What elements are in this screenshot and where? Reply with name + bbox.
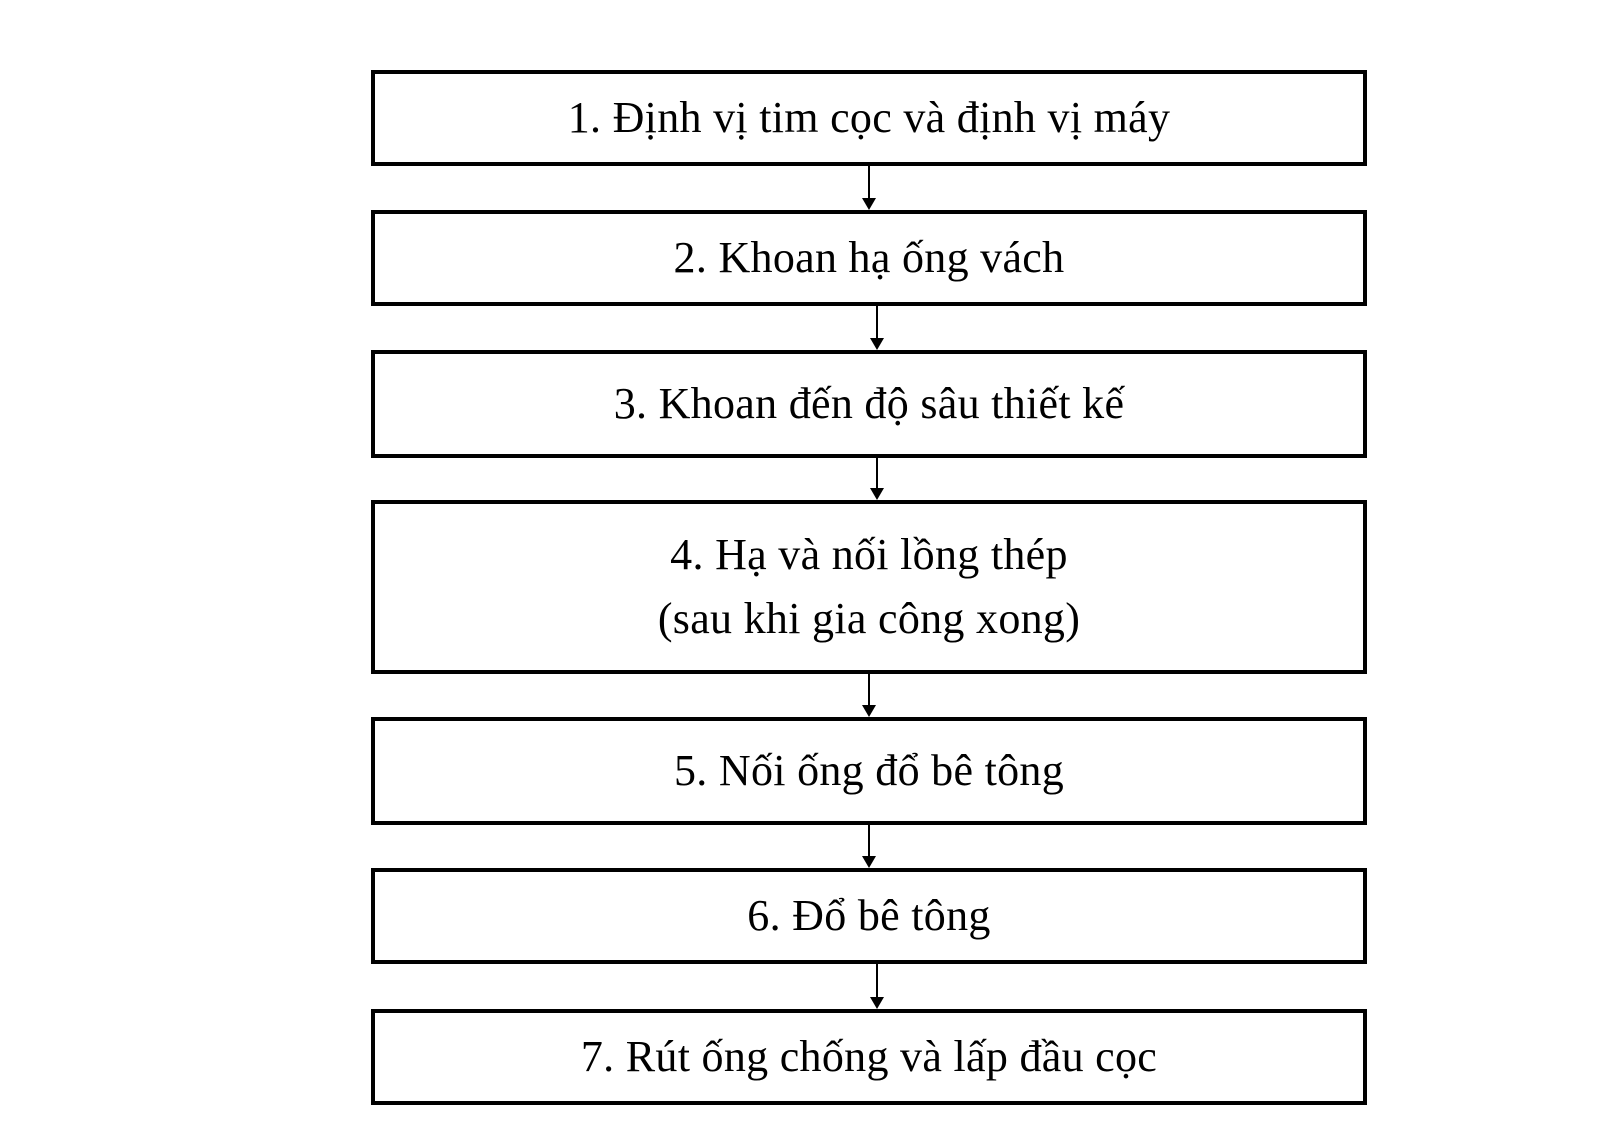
step-6-box bbox=[371, 868, 1367, 964]
step-5-text: 5. Nối ống đổ bê tông bbox=[673, 746, 1065, 796]
step-7-text: 7. Rút ống chống và lấp đầu cọc bbox=[580, 1032, 1158, 1082]
step-4-text-line2: (sau khi gia công xong) bbox=[657, 594, 1081, 643]
arrow-6-to-7 bbox=[867, 964, 887, 1009]
arrow-down-icon bbox=[870, 338, 884, 350]
arrow-down-icon bbox=[862, 705, 876, 717]
step-1-text: 1. Định vị tim cọc và định vị máy bbox=[567, 93, 1171, 143]
arrow-down-icon bbox=[870, 488, 884, 500]
step-4-box bbox=[371, 500, 1367, 674]
arrow-down-icon bbox=[862, 856, 876, 868]
step-2-box bbox=[371, 210, 1367, 306]
step-3-box bbox=[371, 350, 1367, 458]
step-4-text-line1: 4. Hạ và nối lồng thép bbox=[670, 530, 1068, 580]
arrow-down-icon bbox=[862, 198, 876, 210]
arrow-4-to-5 bbox=[859, 674, 879, 717]
step-7-box bbox=[371, 1009, 1367, 1105]
arrow-down-icon bbox=[870, 997, 884, 1009]
arrow-3-to-4 bbox=[867, 458, 887, 500]
step-2-text: 2. Khoan hạ ống vách bbox=[673, 233, 1065, 283]
step-6-text: 6. Đổ bê tông bbox=[747, 891, 991, 941]
arrow-1-to-2 bbox=[859, 166, 879, 210]
step-1-box bbox=[371, 70, 1367, 166]
step-3-text: 3. Khoan đến độ sâu thiết kế bbox=[613, 379, 1125, 429]
arrow-5-to-6 bbox=[859, 825, 879, 868]
step-5-box bbox=[371, 717, 1367, 825]
arrow-2-to-3 bbox=[867, 306, 887, 350]
